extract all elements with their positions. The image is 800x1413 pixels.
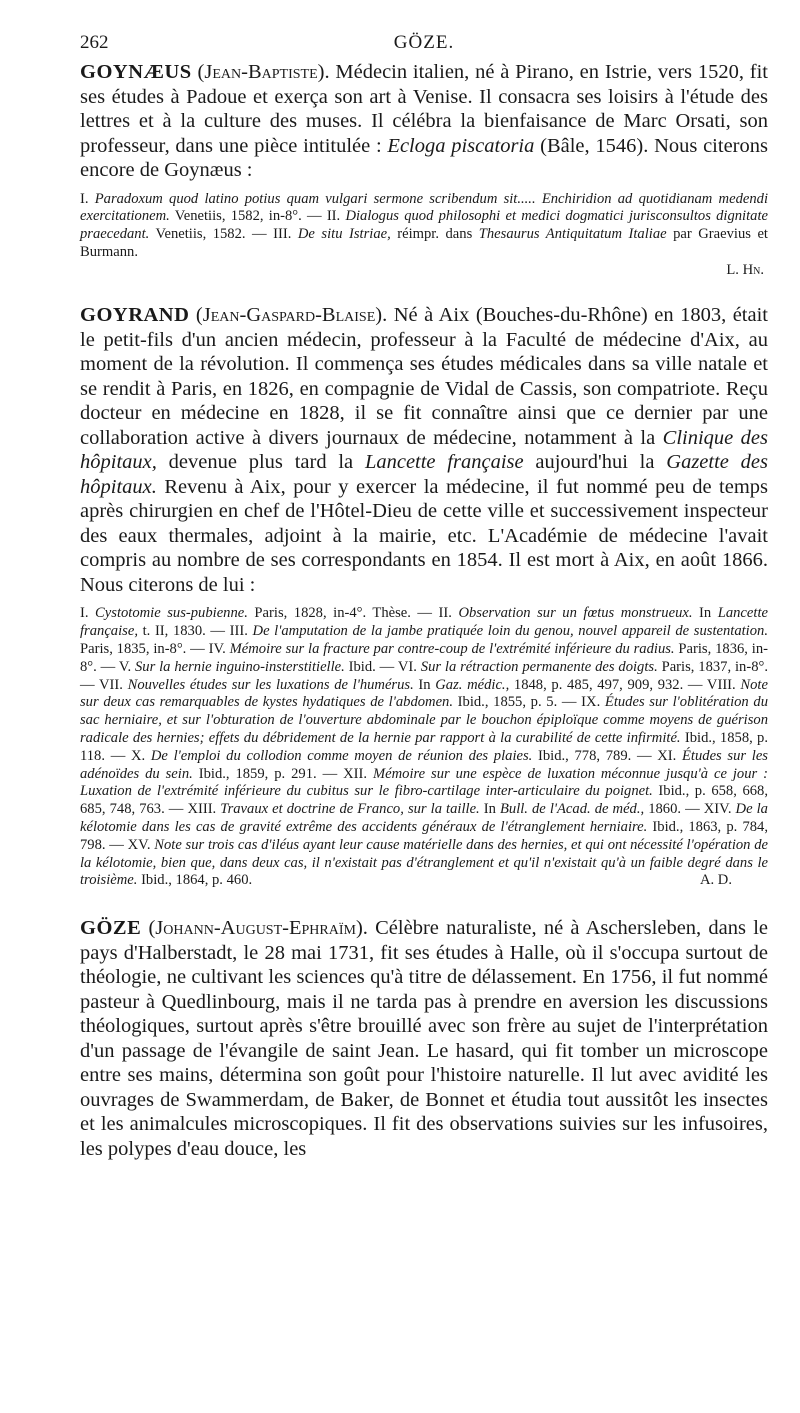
text-run: Paris, 1835, in-8°. — IV. bbox=[80, 641, 230, 658]
entry-body bbox=[80, 303, 768, 597]
italic-text: Clinique des hôpitaux, bbox=[80, 426, 769, 474]
italic-text: Note sur deux cas remarquables de kystes hydatiques de l'abdomen. bbox=[80, 676, 768, 711]
entry-text bbox=[80, 304, 768, 596]
text-run: Ibid., 1859, p. 291. — XII. bbox=[192, 765, 373, 782]
text-run: t. II, 1830. — III. bbox=[137, 623, 253, 640]
italic-text: Études sur les adénoïdes du sein. bbox=[80, 747, 768, 782]
text-run: Revenu à Aix, pour y exercer la médecine, il fut nommé peu de temps après chirurgien en chef de l'Hôtel-Dieu de cette ville et successivement inspecteur des eaux thermales, adjoint à la mairie, etc. L'Académie de médecine l'avait compris au nombre de ses correspondants en 1854. Il est mort à Aix, en août 1866. Nous citerons de lui : bbox=[80, 475, 768, 596]
italic-text: Lancette française bbox=[364, 451, 524, 474]
italic-text: Travaux et doctrine de Franco, sur la taille. bbox=[220, 801, 480, 818]
text-run: In bbox=[413, 676, 436, 693]
text-run: 1848, p. 485, 497, 909, 932. — VIII. bbox=[509, 676, 741, 693]
signature: L. Hn. bbox=[726, 261, 764, 278]
entry-body bbox=[80, 916, 768, 1161]
text-run: In bbox=[479, 801, 500, 818]
running-title: GÖZE. bbox=[393, 32, 455, 53]
text-run: par Graevius et Burmann. bbox=[80, 226, 768, 260]
forenames: (Johann-August-Ephraïm). bbox=[148, 917, 368, 940]
italic-text: Note sur trois cas d'iléus ayant leur cause matérielle dans des hernies, et qui ont nécessité l'opération de la kélotomie, bien que, dans deux cas, il n'existait pas d'étranglement et qu'il n'existait qu'à un faible degré dans le troisième. bbox=[80, 836, 768, 889]
running-header bbox=[80, 28, 768, 60]
text-run: Ibid., p. 658, 668, 685, 748, 763. — XIII. bbox=[80, 783, 768, 818]
text-run: Célèbre naturaliste, né à Aschersleben, dans le pays d'Halberstadt, le 28 mai 1731, fit ses études à Halle, où il s'occupa surtout de théologie, ne cultivant les sciences qu'à titre de délassement. En 1756, il fut nommé pasteur à Quedlinbourg, mais il ne tarda pas à prendre en aversion les discussions théologiques, surtout après s'être brouillé avec son frère au sujet de l'interprétation d'un passage de l'évangile de saint Jean. Le hasard, qui fit tomber un microscope entre ses mains, détermina son goût pour l'histoire naturelle. Il lut avec avidité les ouvrages de Swammerdam, de Baker, de Bonnet et étudia tout aussitôt les insectes et les animalcules microscopiques. Il fit des observations suivies sur les infusoires, les polypes d'eau douce, les bbox=[80, 917, 768, 1160]
entry-text: Médecin italien, né à Pirano, en Istrie, vers 1520, fit ses études à Padoue et exerça son art à Venise. Il consacra ses loisirs à l'étude des lettres et à la culture des muses. Il célébra la bienfaisance de Marc Orsati, son professeur, dans une pièce intitulée : bbox=[80, 61, 769, 157]
page bbox=[80, 28, 768, 1161]
italic-text: De la kélotomie dans les cas de gravité extrême des accidents généraux de l'étranglement herniaire. bbox=[80, 801, 768, 836]
page-number: 262 bbox=[80, 32, 109, 53]
italic-text: Paradoxum quod latino potius quam vulgari sermone scribendum sit..... bbox=[94, 190, 536, 207]
text-run: Venetiis, 1582. — III. bbox=[149, 226, 298, 243]
entry-text: (Bâle, 1546). Nous citerons encore de Goynæus : bbox=[80, 134, 768, 181]
text-run: Né à Aix (Bouches-du-Rhône) en 1803, était le petit-fils d'un ancien médecin, professeur à la Faculté de médecine d'Aix, au moment de la révolution. Il commença ses études médicales dans sa ville natale et se rendit à Paris, en 1826, en compagnie de Vidal de Cassis, son compatriote. Reçu docteur en médecine en 1828, il se fit connaître ainsi que ce dernier par une collaboration active à divers journaux de médecine, notamment à la bbox=[80, 304, 768, 449]
text-run: Ibid. — VI. bbox=[344, 658, 421, 675]
italic-text: Lancette française, bbox=[80, 605, 768, 640]
italic-text: Dialogus quod philosophi et medici dogmatici jurisconsultos dignitate praecedant. bbox=[80, 208, 768, 243]
text-run: Ibid., 1855, p. 5. — IX. bbox=[453, 694, 605, 711]
italic-text: Enchiridion ad quotidianam medendi exercitationem. bbox=[80, 190, 768, 225]
text-run: devenue plus tard la bbox=[156, 451, 365, 474]
text-run: I. bbox=[80, 190, 95, 207]
text-run: In bbox=[692, 605, 718, 622]
text-run: 1860. — XIV. bbox=[644, 801, 736, 818]
text-run: aujourd'hui la bbox=[523, 451, 667, 474]
italic-text: Mémoire sur une espèce de luxation méconnue jusqu'à ce jour : Luxation de l'extrémité inférieure du cubitus sur le fibro-cartilage inter-articulaire du poignet. bbox=[80, 765, 768, 800]
text-run: Venetiis, 1582, in-8°. — II. bbox=[169, 208, 346, 225]
text-run: réimpr. dans bbox=[390, 226, 479, 243]
italic-text: Études sur l'oblitération du sac herniaire, et sur l'obturation de l'ouverture abdominale par le bouchon épiploïque comme moyens de guérison radicale des hernies; effets du débridement de la hernie par rapport à la curabilité de cette infirmité. bbox=[80, 694, 768, 747]
forenames: (Jean-Baptiste). bbox=[197, 61, 330, 83]
headword: GOYRAND bbox=[80, 304, 190, 327]
italic-text: Cystotomie sus-pubienne. bbox=[95, 605, 248, 622]
entry-goze bbox=[80, 916, 768, 1161]
headword: GOYNÆUS bbox=[80, 61, 192, 83]
text-run: Paris, 1837, in-8°. — VII. bbox=[80, 658, 768, 693]
text-run: Ibid., 1864, p. 460. bbox=[137, 872, 253, 889]
entry-body bbox=[80, 60, 768, 183]
forenames: (Jean-Gaspard-Blaise). bbox=[195, 304, 388, 327]
signature: A. D. bbox=[699, 872, 732, 889]
italic-text: Mémoire sur la fracture par contre-coup de l'extrémité inférieure du radius. bbox=[229, 641, 675, 658]
text-run: Ibid., 1863, p. 784, 798. — XV. bbox=[80, 819, 768, 853]
entry-title-italic: Ecloga piscatoria bbox=[387, 134, 535, 157]
italic-text: De l'amputation de la jambe pratiquée loin du genou, nouvel appareil de sustentation. bbox=[252, 623, 768, 640]
italic-text: Bull. de l'Acad. de méd., bbox=[499, 801, 645, 818]
italic-text: Nouvelles études sur les luxations de l'humérus. bbox=[127, 676, 414, 693]
italic-text: Sur la hernie inguino-insterstitielle. bbox=[135, 658, 345, 675]
headword: GÖZE bbox=[80, 917, 142, 940]
text-run: Paris, 1836, in-8°. — V. bbox=[80, 641, 768, 675]
entry-goynaeus bbox=[80, 60, 768, 279]
italic-text: De situ Istriae, bbox=[297, 226, 391, 243]
bibliography bbox=[80, 191, 768, 262]
text-run: Paris, 1828, in-4°. Thèse. — II. bbox=[247, 605, 459, 622]
italic-text: De l'emploi du collodion comme moyen de réunion des plaies. bbox=[150, 747, 533, 764]
bibliography bbox=[80, 605, 768, 890]
italic-text: Thesaurus Antiquitatum Italiae bbox=[478, 226, 667, 243]
entry-text bbox=[80, 917, 768, 1160]
text-run: Ibid., 1858, p. 118. — X. bbox=[80, 730, 768, 764]
italic-text: Gazette des hôpitaux. bbox=[80, 451, 768, 498]
entry-goyrand bbox=[80, 303, 768, 890]
text-run: I. bbox=[80, 605, 96, 622]
italic-text: Observation sur un fœtus monstrueux. bbox=[458, 605, 693, 622]
text-run: Ibid., 778, 789. — XI. bbox=[532, 747, 683, 764]
italic-text: Gaz. médic., bbox=[435, 676, 510, 693]
italic-text: Sur la rétraction permanente des doigts. bbox=[420, 658, 658, 675]
